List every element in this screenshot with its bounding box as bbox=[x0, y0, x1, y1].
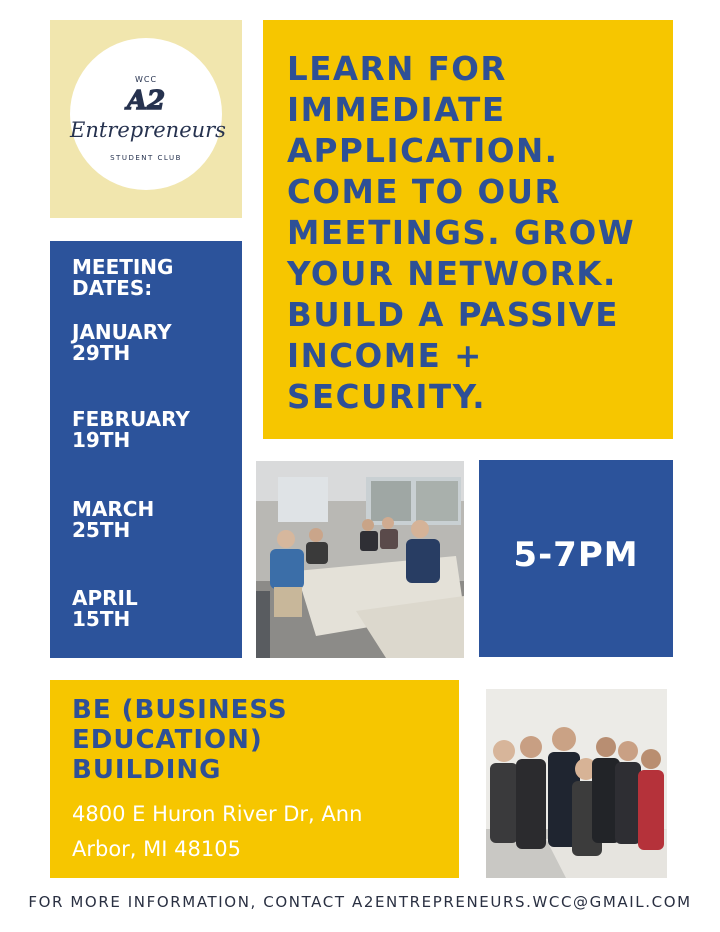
meeting-photo-image bbox=[256, 461, 464, 658]
meeting-dates-heading: MEETING DATES: bbox=[72, 255, 174, 300]
logo-student-club-text: STUDENT CLUB bbox=[110, 154, 182, 162]
logo-wcc-text: WCC bbox=[134, 75, 158, 84]
headline-panel bbox=[263, 20, 673, 439]
logo-a2-text: A2 bbox=[126, 86, 166, 116]
logo-entrepreneurs-text: Entrepreneurs bbox=[70, 118, 226, 142]
venue-address: 4800 E Huron River Dr, Ann Arbor, MI 48105 bbox=[72, 802, 363, 861]
meeting-photo bbox=[256, 461, 464, 658]
meeting-dates-panel bbox=[50, 241, 242, 658]
contact-footer: FOR MORE INFORMATION, CONTACT A2ENTREPRENEURS.WCC@GMAIL.COM bbox=[28, 893, 692, 911]
meeting-date-march: MARCH 25TH bbox=[72, 497, 155, 542]
group-photo-image bbox=[486, 689, 667, 878]
venue-name: BE (BUSINESS EDUCATION) BUILDING bbox=[72, 695, 288, 785]
meeting-time: 5-7PM bbox=[513, 535, 639, 575]
group-photo bbox=[486, 689, 667, 878]
location-panel bbox=[50, 680, 459, 878]
meeting-date-january: JANUARY 29TH bbox=[72, 320, 172, 365]
meeting-time-panel bbox=[479, 460, 673, 657]
meeting-date-february: FEBRUARY 19TH bbox=[72, 407, 190, 452]
logo-circle bbox=[70, 38, 226, 190]
club-logo bbox=[50, 20, 242, 218]
meeting-date-april: APRIL 15TH bbox=[72, 586, 138, 631]
headline-text: LEARN FOR IMMEDIATE APPLICATION. COME TO OUR MEETINGS. GROW YOUR NETWORK. BUILD A PASSIVE INCOME + SECURITY. bbox=[287, 50, 636, 416]
